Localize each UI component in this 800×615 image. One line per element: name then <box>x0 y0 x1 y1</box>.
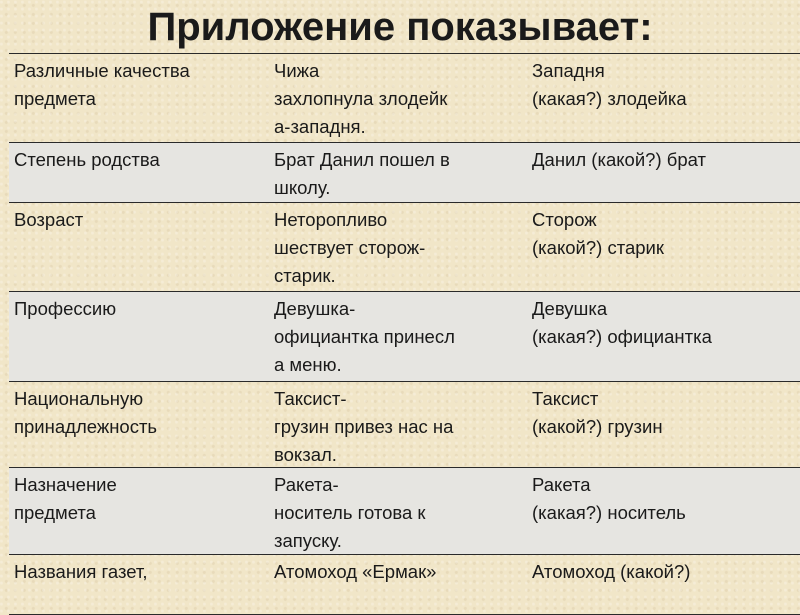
table-row <box>9 555 800 615</box>
example-sentence-cell: Атомоход «Ермак» <box>274 561 437 582</box>
meaning-cell: Национальную принадлежность <box>14 388 158 437</box>
meaning-cell: Назначение предмета <box>14 474 117 523</box>
table-row <box>9 143 800 203</box>
example-sentence-cell: Ракета- носитель готова к запуску. <box>274 474 426 551</box>
meaning-cell: Возраст <box>14 209 84 230</box>
meaning-cell: Степень родства <box>14 149 160 170</box>
table-row <box>9 468 800 555</box>
example-sentence-cell: Таксист- грузин привез нас на вокзал. <box>274 388 454 465</box>
question-cell: Таксист (какой?) грузин <box>532 388 663 437</box>
table-row <box>9 292 800 382</box>
question-cell: Сторож (какой?) старик <box>532 209 664 258</box>
question-cell: Девушка (какая?) официантка <box>532 298 712 347</box>
meaning-cell: Различные качества предмета <box>14 60 190 109</box>
example-sentence-cell: Чижа захлопнула злодейк а-западня. <box>274 60 448 137</box>
example-sentence-cell: Девушка- официантка принесл а меню. <box>274 298 455 375</box>
question-cell: Ракета (какая?) носитель <box>532 474 686 523</box>
table-row <box>9 382 800 468</box>
page-title: Приложение показывает: <box>147 5 653 49</box>
examples-table <box>9 53 800 615</box>
meaning-cell: Профессию <box>14 298 117 319</box>
meaning-cell: Названия газет, <box>14 561 148 582</box>
table-row <box>9 203 800 292</box>
example-sentence-cell: Неторопливо шествует сторож- старик. <box>274 209 426 286</box>
question-cell: Западня (какая?) злодейка <box>532 60 687 109</box>
question-cell: Атомоход (какой?) <box>532 561 691 582</box>
table-row <box>9 54 800 143</box>
question-cell: Данил (какой?) брат <box>532 149 707 170</box>
example-sentence-cell: Брат Данил пошел в школу. <box>274 149 450 198</box>
